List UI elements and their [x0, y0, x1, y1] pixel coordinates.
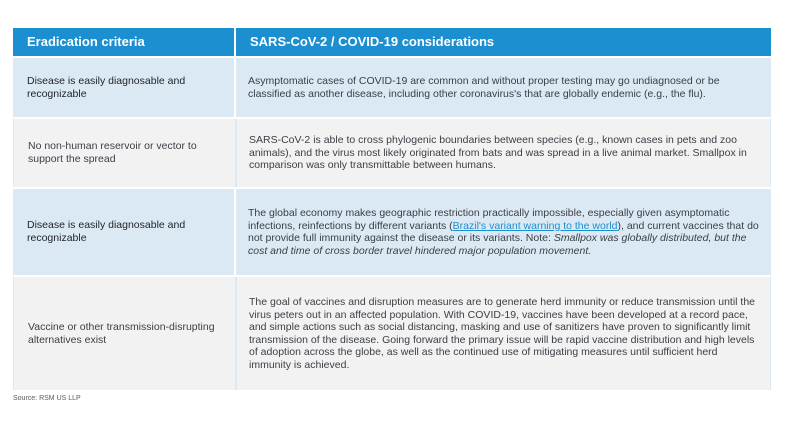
table-row: [13, 117, 771, 187]
smallpox-note: Smallpox was globally distributed, but the cost and time of cross border travel hindered major population movement.: [248, 232, 747, 257]
criterion-cell: [13, 189, 236, 275]
table-header: [13, 28, 771, 56]
table-row: [13, 275, 771, 390]
table-row: [13, 187, 771, 275]
consideration-cell: [236, 58, 771, 117]
consideration-cell: [237, 277, 770, 390]
header-eradication-criteria: Eradication criteria: [13, 28, 236, 56]
consideration-text: SARS-CoV-2 is able to cross phylogenic boundaries between species (e.g., known cases in pets and zoo animals), and the virus most likely originated from bats and was spread in a live animal market. Smallpox in comparison was only transmittable between humans.: [249, 134, 747, 172]
consideration-paragraph: [248, 207, 759, 257]
criterion-text: Disease is easily diagnosable and recognizable: [27, 74, 186, 100]
consideration-cell: [237, 119, 770, 187]
consideration-text: The goal of vaccines and disruption measures are to generate herd immunity or reduce transmission until the virus peters out in an affected population. With COVID-19, vaccines have been developed at a record pace, and simple actions such as social distancing, masking and use of sanitizers have proven to significantly limit transmission of the disease. Going forward the primary issue will be rapid vaccine distribution and high levels of adoption across the globe, as well as the continued use of mitigating measures until sufficient herd immunity is achieved.: [249, 296, 756, 371]
consideration-text: The global economy makes geographic restriction practically impossible, especially given asymptomatic infections, reinfections by different variants (: [248, 207, 730, 232]
consideration-cell: [236, 189, 771, 275]
eradication-table: [13, 28, 771, 390]
criterion-cell: [14, 277, 237, 390]
criterion-cell: [13, 58, 236, 117]
criterion-text: No non-human reservoir or vector to support the spread: [28, 140, 197, 165]
consideration-text-cont: ), and current vaccines that do not provide full immunity against the disease or its variants. Note:: [248, 219, 759, 244]
criterion-text: Disease is easily diagnosable and recognizable: [27, 219, 186, 244]
criterion-text: Vaccine or other transmission-disrupting alternatives exist: [28, 320, 215, 346]
header-considerations: SARS-CoV-2 / COVID-19 considerations: [250, 34, 495, 49]
criterion-cell: [14, 119, 237, 187]
consideration-text: Asymptomatic cases of COVID-19 are common and without proper testing may go undiagnosed or be classified as another disease, including other coronavirus's that are globally endemic (e.g., the flu).: [248, 75, 720, 100]
table-row: [13, 56, 771, 117]
source-note: Source: RSM US LLP: [13, 395, 81, 402]
brazil-variant-link[interactable]: Brazil's variant warning to the world: [452, 219, 618, 232]
